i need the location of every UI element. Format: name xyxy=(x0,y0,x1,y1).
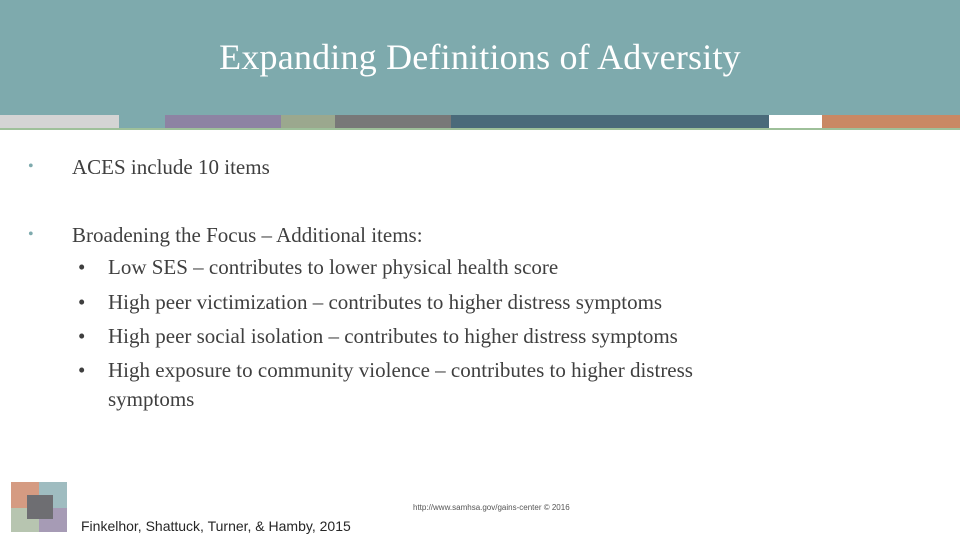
sub-bullet-text: Low SES – contributes to lower physical health score xyxy=(108,255,559,279)
citation-text: Finkelhor, Shattuck, Turner, & Hamby, 2015 xyxy=(81,518,351,534)
bullet-text: ACES include 10 items xyxy=(72,155,270,179)
sub-bullet-text: High peer social isolation – contributes to higher distress symptoms xyxy=(108,324,678,348)
stripe-segment xyxy=(451,115,769,128)
slide-header xyxy=(0,0,960,115)
sub-bullet-icon: • xyxy=(78,324,86,348)
stripe-segment xyxy=(281,115,335,128)
bullet-list xyxy=(28,152,928,414)
slide-title: Expanding Definitions of Adversity xyxy=(219,37,741,77)
sub-bullet-text: High exposure to community violence – contributes to higher distress xyxy=(108,357,693,382)
sub-bullet-item xyxy=(28,285,928,320)
stripe-segment xyxy=(165,115,281,128)
bullet-item xyxy=(28,220,928,250)
bullet-icon: • xyxy=(28,226,34,243)
sub-bullet-continuation xyxy=(28,385,928,414)
stripe-segment xyxy=(822,115,960,128)
sub-bullet-icon: • xyxy=(78,289,86,314)
sub-bullet-item xyxy=(28,250,928,285)
sub-bullet-item xyxy=(28,354,928,385)
sub-bullet-item xyxy=(28,319,928,354)
sub-bullet-text: symptoms xyxy=(108,386,195,411)
sub-bullet-icon: • xyxy=(78,255,86,279)
stripe-segment xyxy=(0,115,119,128)
stripe-segment xyxy=(335,115,451,128)
sub-bullet-text: High peer victimization – contributes to higher distress symptoms xyxy=(108,289,663,314)
bullet-item xyxy=(28,152,928,182)
bullet-icon: • xyxy=(28,158,34,175)
stripe-underline xyxy=(0,128,960,130)
source-url: http://www.samhsa.gov/gains-center © 2016 xyxy=(413,503,570,512)
sub-bullet-icon: • xyxy=(78,357,86,382)
bullet-text: Broadening the Focus – Additional items: xyxy=(72,223,423,247)
stripe-segment xyxy=(769,115,822,128)
logo-icon xyxy=(11,482,67,532)
